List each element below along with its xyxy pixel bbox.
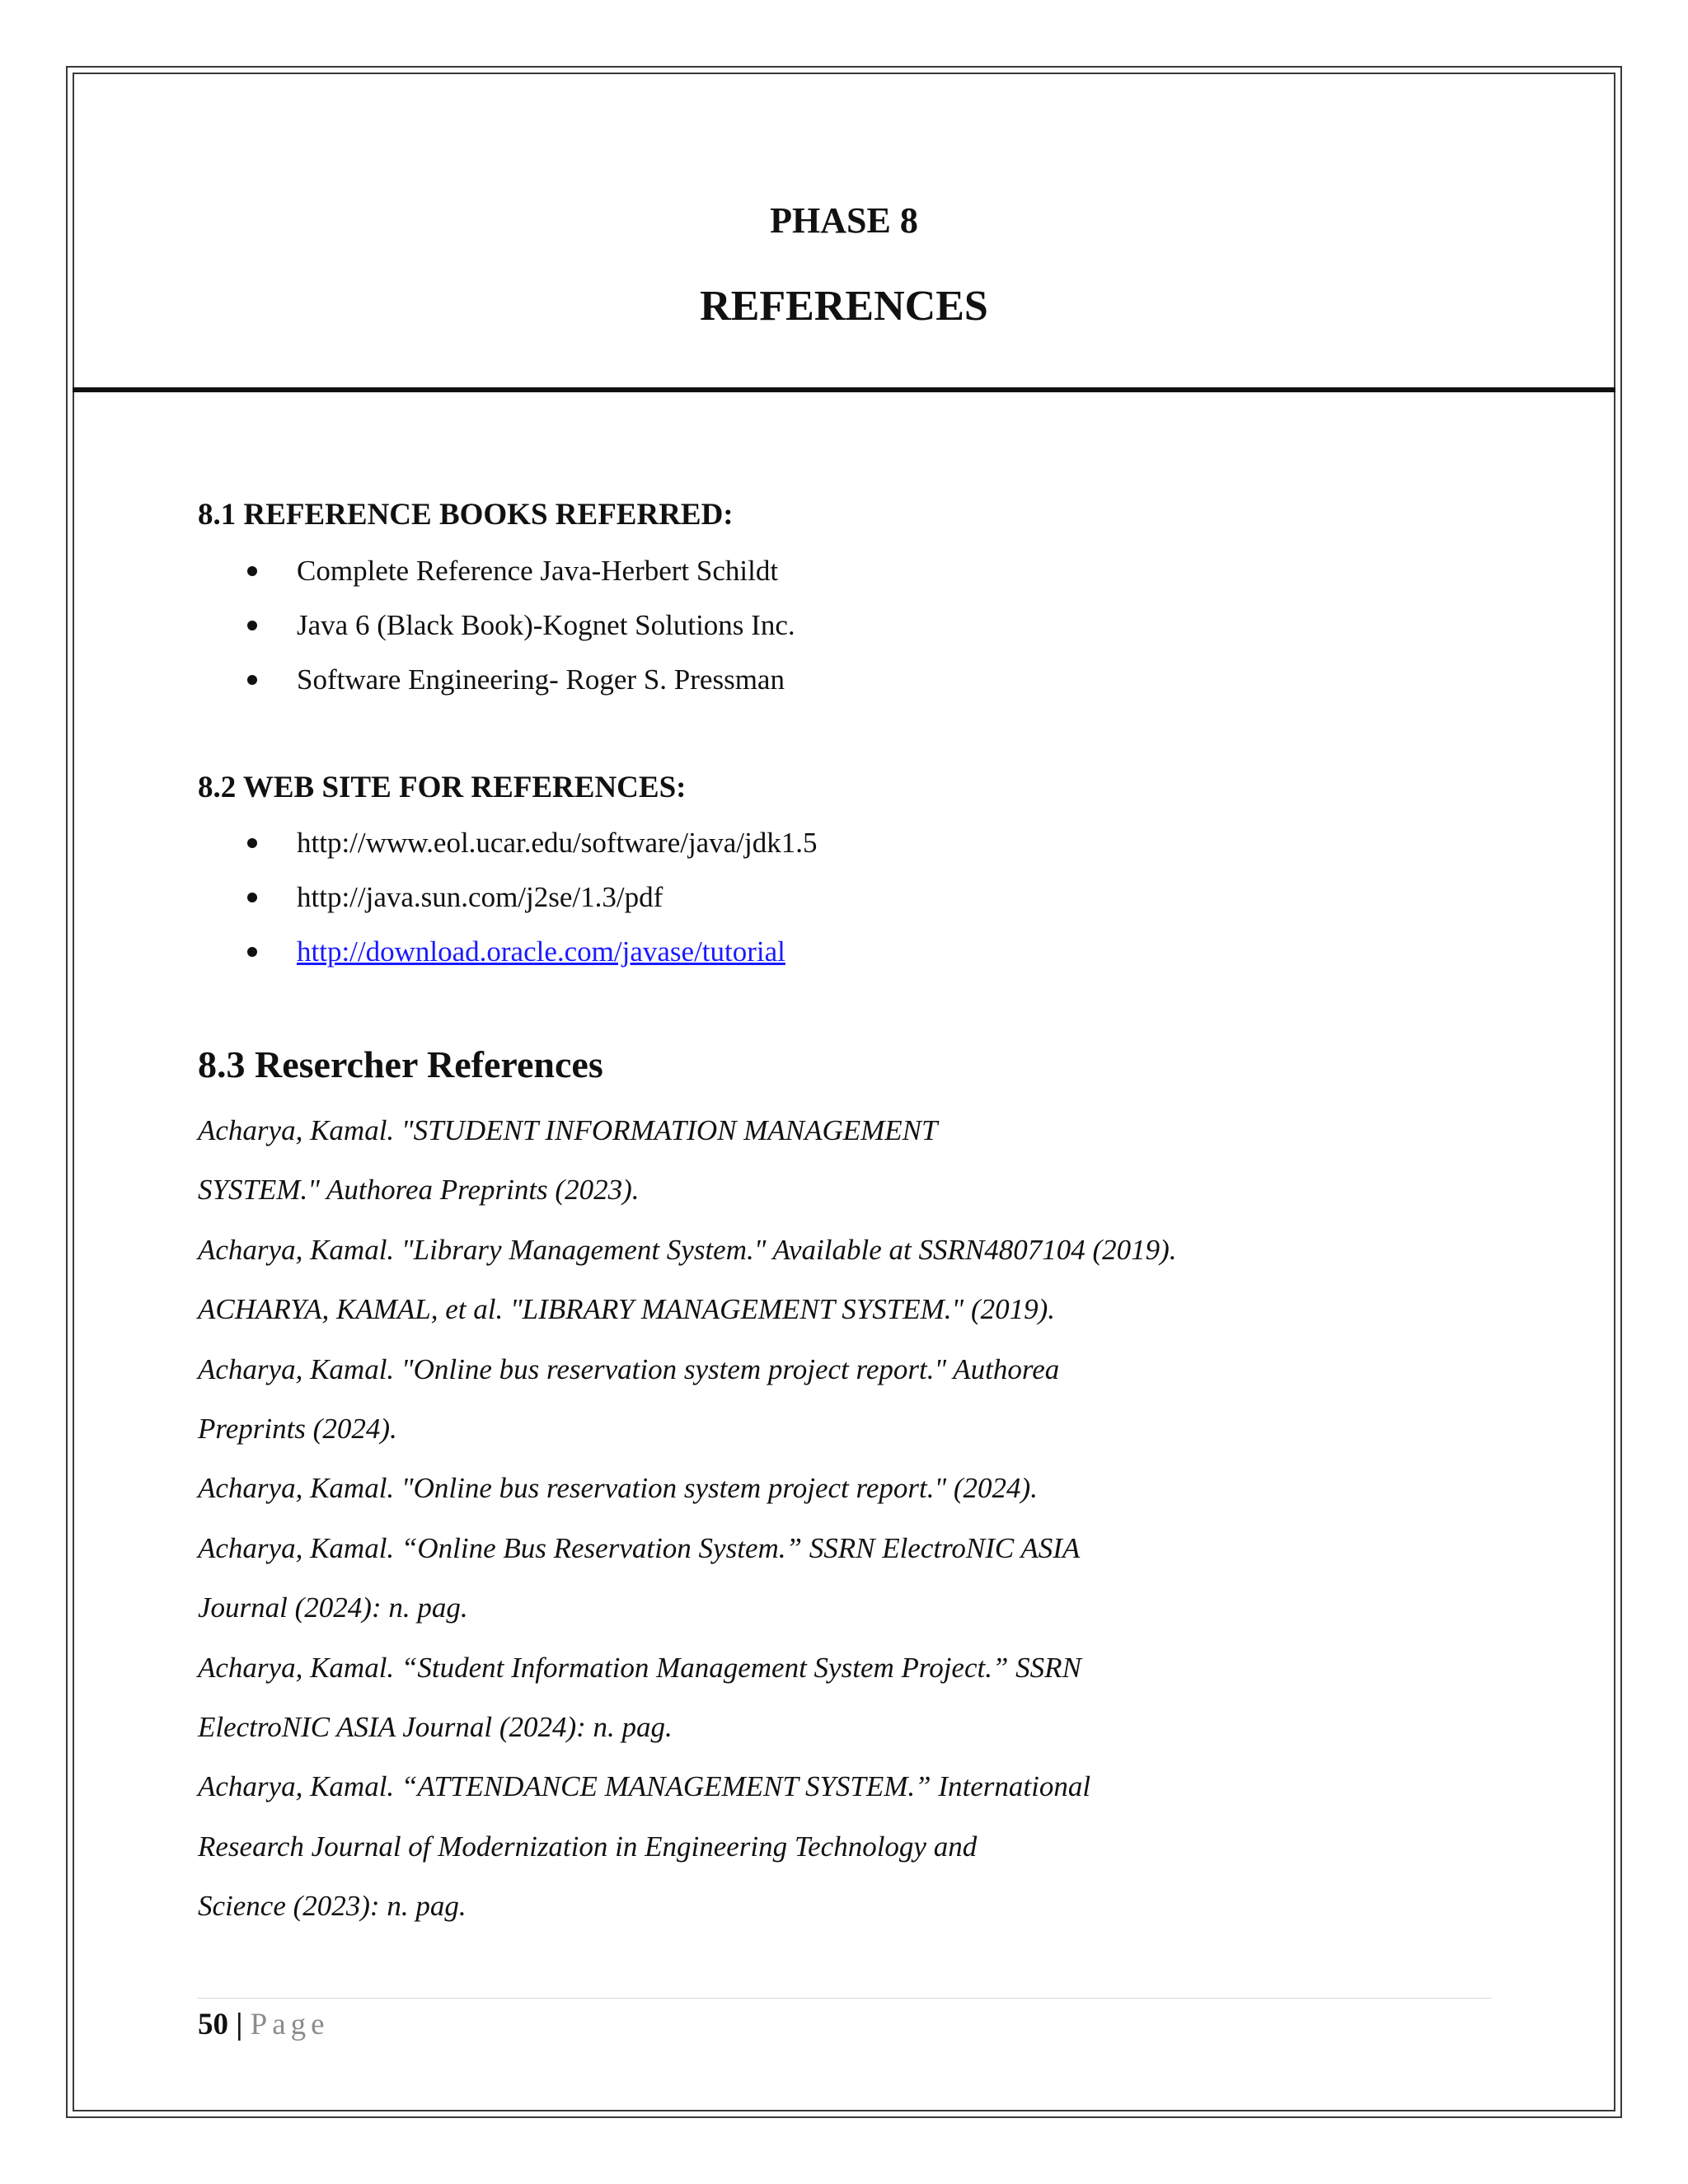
research-references — [198, 1101, 1550, 1936]
book-item-text: Software Engineering- Roger S. Pressman — [297, 663, 785, 696]
web-list — [198, 823, 817, 986]
oracle-tutorial-link[interactable]: http://download.oracle.com/javase/tutorial — [297, 935, 785, 968]
reference-line: Acharya, Kamal. “Online Bus Reservation System.” SSRN ElectroNIC ASIA — [198, 1531, 1081, 1564]
reference-line: Acharya, Kamal. "Library Management System." Available at SSRN4807104 (2019). — [198, 1233, 1177, 1266]
list-item — [198, 877, 817, 931]
reference-line: Acharya, Kamal. "STUDENT INFORMATION MANAGEMENT — [198, 1114, 938, 1146]
page-number: 50 — [198, 2008, 228, 2041]
section-research-heading: 8.3 Resercher References — [198, 1043, 603, 1085]
phase-label: PHASE 8 — [770, 200, 918, 241]
page-title: REFERENCES — [700, 283, 988, 330]
web-item-text: http://www.eol.ucar.edu/software/java/jdk1.5 — [297, 827, 818, 859]
bullet-icon — [247, 675, 257, 685]
reference-line: Research Journal of Modernization in Engineering Technology and — [198, 1830, 978, 1863]
page-footer — [198, 2004, 330, 2046]
reference-line: Preprints (2024). — [198, 1412, 397, 1445]
book-item-text: Complete Reference Java-Herbert Schildt — [297, 555, 779, 587]
list-item — [198, 605, 795, 659]
page-label: Page — [250, 2008, 330, 2041]
bullet-icon — [247, 838, 257, 848]
footer-divider — [198, 1998, 1492, 1999]
reference-line: Acharya, Kamal. “ATTENDANCE MANAGEMENT SYSTEM.” International — [198, 1770, 1091, 1803]
reference-line: Science (2023): n. pag. — [198, 1890, 467, 1923]
list-item — [198, 551, 795, 605]
bullet-icon — [247, 947, 257, 957]
list-item — [198, 659, 795, 714]
bullet-icon — [247, 621, 257, 630]
header-divider — [73, 387, 1615, 392]
section-web-heading: 8.2 WEB SITE FOR REFERENCES: — [198, 771, 687, 804]
bullet-icon — [247, 893, 257, 902]
reference-line: Acharya, Kamal. "Online bus reservation system project report." (2024). — [198, 1472, 1038, 1505]
reference-line: Acharya, Kamal. “Student Information Management System Project.” SSRN — [198, 1651, 1081, 1684]
section-books-heading: 8.1 REFERENCE BOOKS REFERRED: — [198, 498, 734, 532]
web-item-text: http://java.sun.com/j2se/1.3/pdf — [297, 881, 663, 913]
reference-line: ACHARYA, KAMAL, et al. "LIBRARY MANAGEMENT SYSTEM." (2019). — [198, 1293, 1056, 1326]
reference-line: Journal (2024): n. pag. — [198, 1591, 468, 1624]
reference-line: Acharya, Kamal. "Online bus reservation system project report." Authorea — [198, 1352, 1060, 1385]
reference-line: SYSTEM." Authorea Preprints (2023). — [198, 1174, 640, 1207]
list-item — [198, 823, 817, 877]
books-list — [198, 551, 795, 714]
book-item-text: Java 6 (Black Book)-Kognet Solutions Inc. — [297, 609, 795, 641]
reference-line: ElectroNIC ASIA Journal (2024): n. pag. — [198, 1710, 673, 1743]
list-item — [198, 931, 817, 986]
bullet-icon — [247, 566, 257, 576]
footer-separator: | — [236, 2008, 243, 2041]
